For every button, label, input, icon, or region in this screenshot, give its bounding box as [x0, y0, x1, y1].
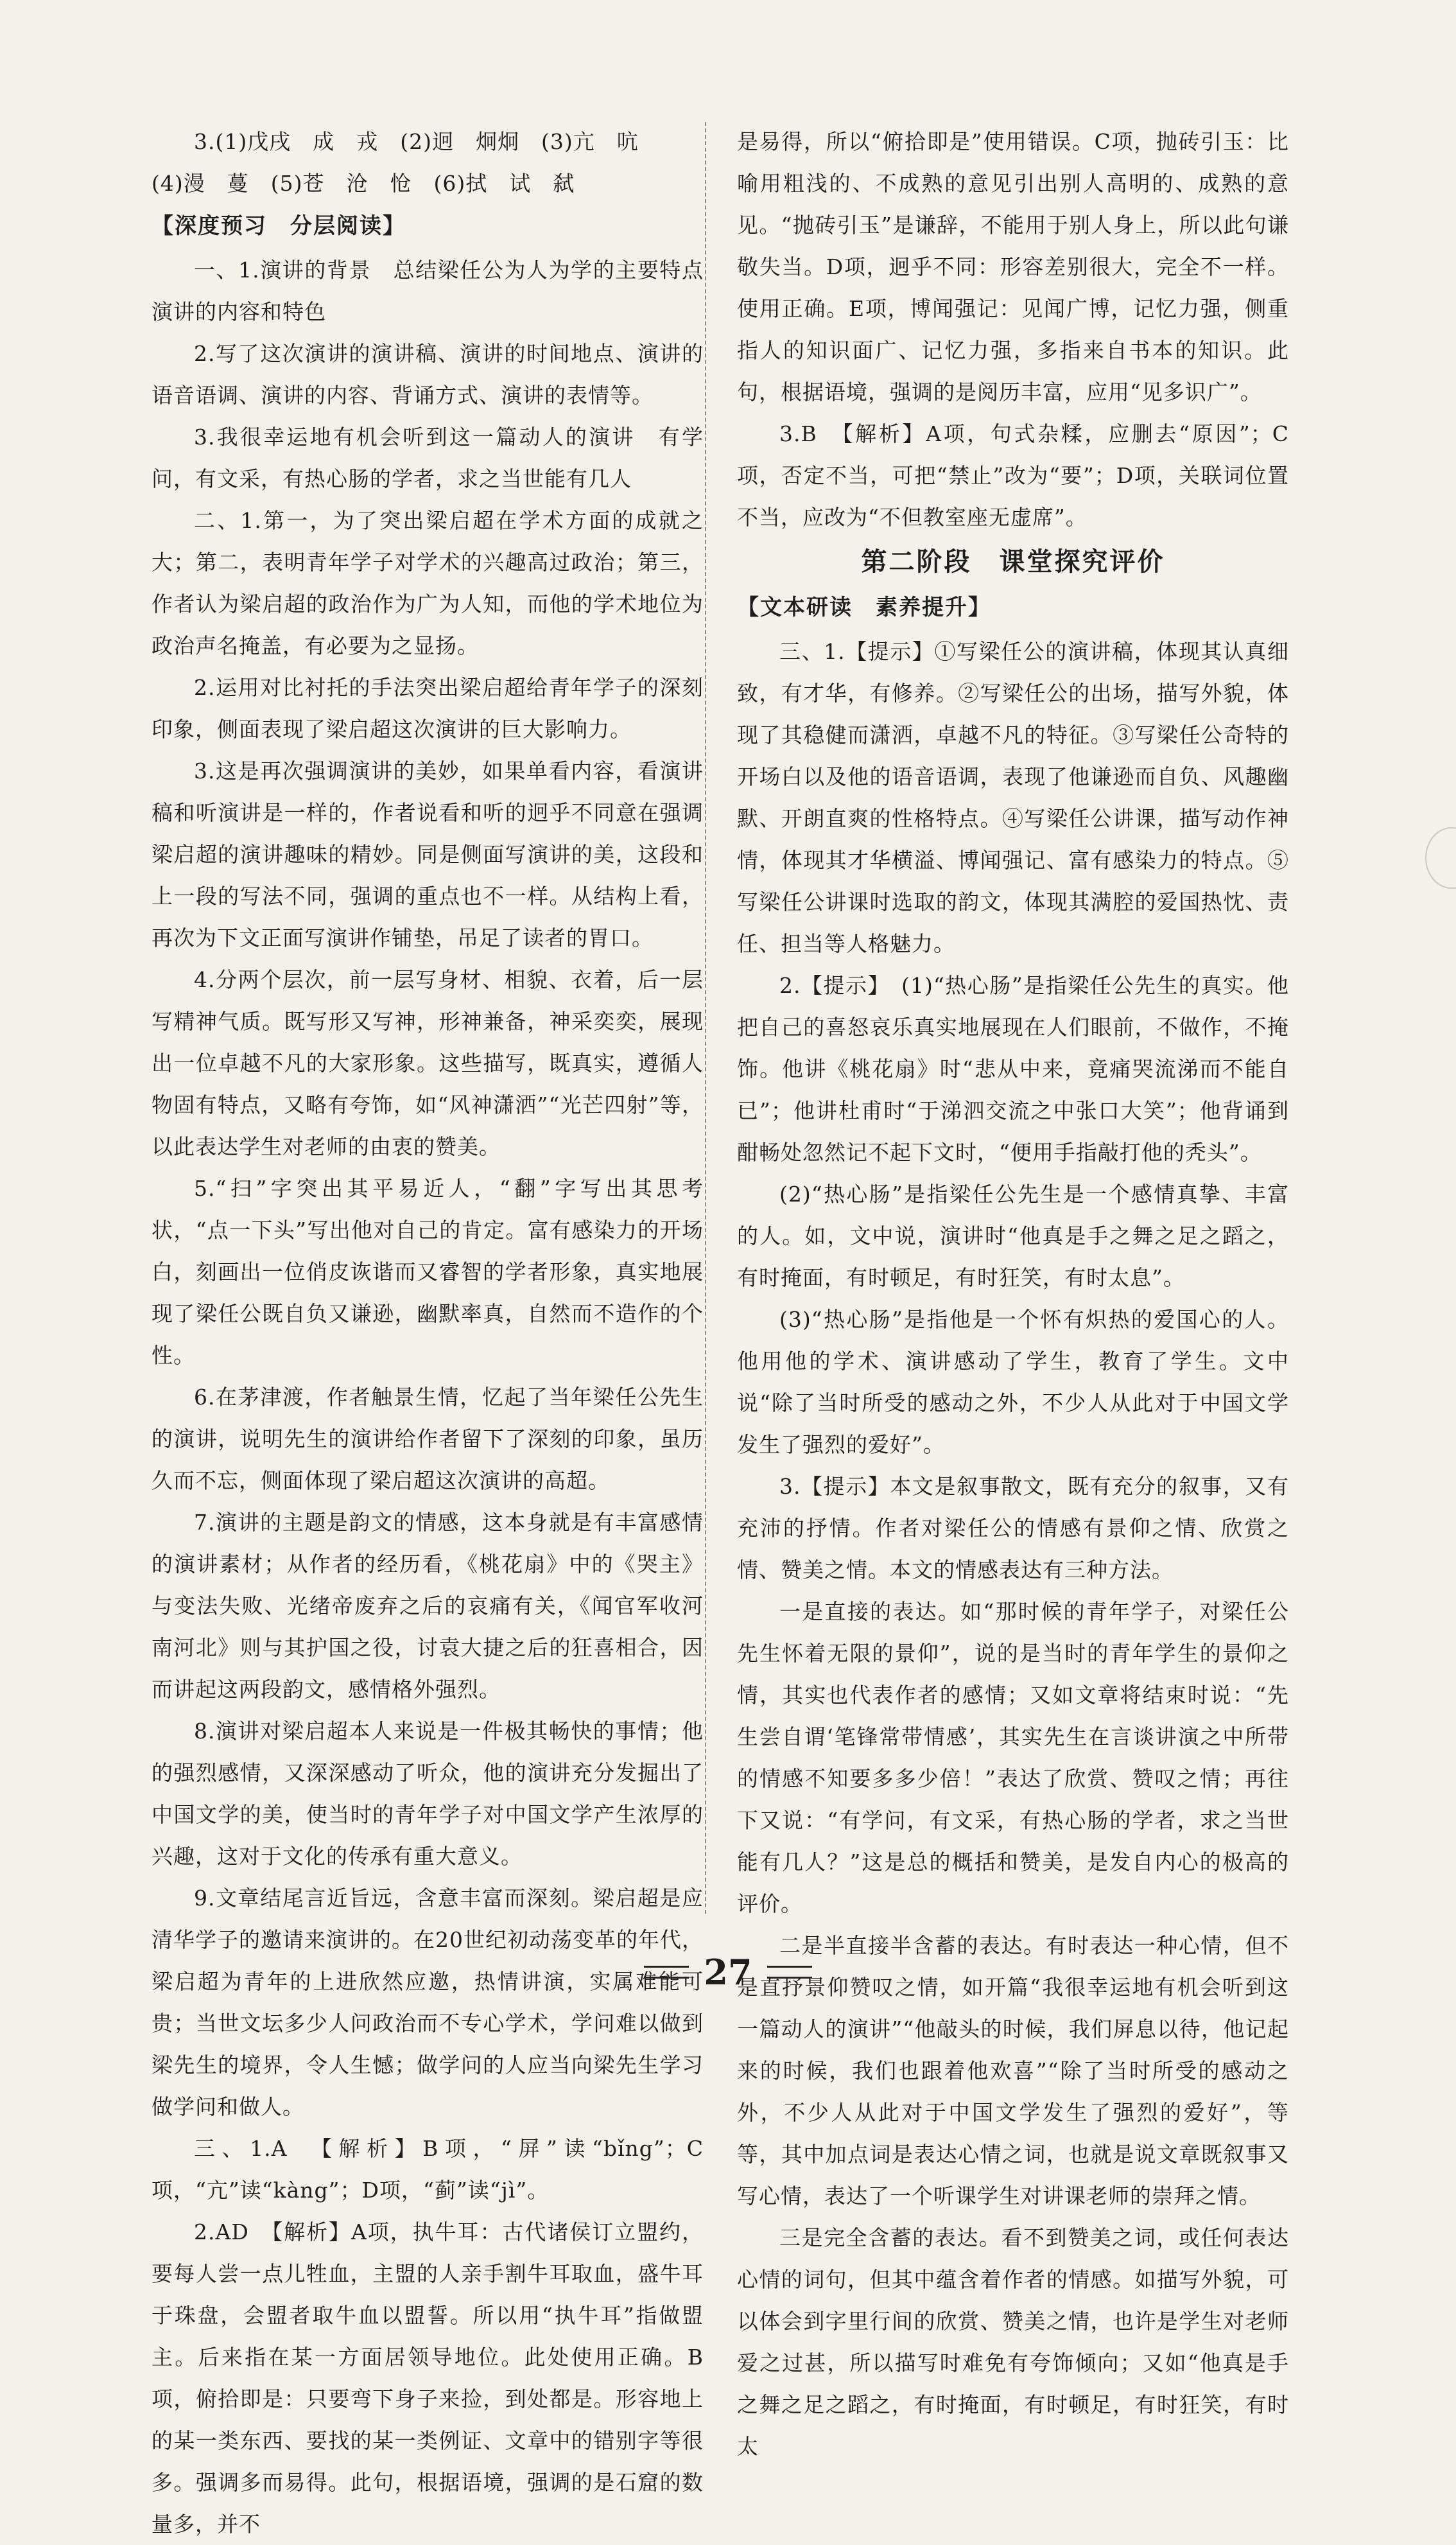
paragraph: 5.“扫”字突出其平易近人，“翻”字写出其思考状，“点一下头”写出他对自己的肯定。富有感染力的开场白，刻画出一位俏皮诙谐而又睿智的学者形象，真实地展现了梁任公既自负又谦逊，幽默率真，自然而不造作的个性。 — [152, 1176, 704, 1368]
paragraph: 7.演讲的主题是韵文的情感，这本身就是有丰富感情的演讲素材；从作者的经历看，《桃花扇》中的《哭主》与变法失败、光绪帝废弃之后的哀痛有关，《闻官军收河南河北》则与其护国之役，讨袁大捷之后的狂喜相合，因而讲起这两段韵文，感情格外强烈。 — [152, 1510, 704, 1702]
paragraph: 9.文章结尾言近旨远，含意丰富而深刻。梁启超是应清华学子的邀请来演讲的。在20世纪初动荡变革的年代，梁启超为青年的上进欣然应邀，热情讲演，实属难能可贵；当世文坛多少人问政治而不专心学术，学问难以做到梁先生的境界，令人生憾；做学问的人应当向梁先生学习做学问和做人。 — [152, 1885, 704, 2119]
paragraph: 三、1.A 【解析】B项，“屏”读“bǐng”；C项，“亢”读“kàng”；D项，“蓟”读“jì”。 — [152, 2136, 704, 2203]
paragraph: 3.这是再次强调演讲的美妙，如果单看内容，看演讲稿和听演讲是一样的，作者说看和听的迥乎不同意在强调梁启超的演讲趣味的精妙。同是侧面写演讲的美，这段和上一段的写法不同，强调的重点也不一样。从结构上看，再次为下文正面写演讲作铺垫，吊足了读者的胃口。 — [152, 758, 704, 950]
paragraph: 2.运用对比衬托的手法突出梁启超给青年学子的深刻印象，侧面表现了梁启超这次演讲的巨大影响力。 — [152, 675, 704, 742]
paragraph: 一是直接的表达。如“那时候的青年学子，对梁任公先生怀着无限的景仰”，说的是当时的青年学生的景仰之情，其实也代表作者的感情；又如文章将结束时说：“先生尝自谓‘笔锋常带情感’，其实先生在言谈讲演之中所带的情感不知要多多少倍！”表达了欣赏、赞叹之情；再往下又说：“有学问，有文采，有热心肠的学者，求之当世能有几人？”这是总的概括和赞美，是发自内心的极高的评价。 — [737, 1599, 1289, 1916]
paragraph: 是易得，所以“俯拾即是”使用错误。C项，抛砖引玉：比喻用粗浅的、不成熟的意见引出别人高明的、成熟的意见。“抛砖引玉”是谦辞，不能用于别人身上，所以此句谦敬失当。D项，迥乎不同：形容差别很大，完全不一样。使用正确。E项，博闻强记：见闻广博，记忆力强，侧重指人的知识面广、记忆力强，多指来自书本的知识。此句，根据语境，强调的是阅历丰富，应用“见多识广”。 — [737, 129, 1289, 405]
paragraph: (4)漫 蔓 (5)苍 沧 怆 (6)拭 试 弑 — [152, 171, 575, 196]
section-header: 【文本研读 素养提升】 — [737, 595, 991, 620]
page-stamp-mark — [1425, 827, 1456, 889]
paragraph: 3.(1)戊戌 成 戎 (2)迥 炯炯 (3)亢 吭 — [194, 129, 639, 154]
paragraph: 2.写了这次演讲的演讲稿、演讲的时间地点、演讲的语音语调、演讲的内容、背诵方式、演讲的表情等。 — [152, 341, 704, 408]
paragraph: 2.【提示】 (1)“热心肠”是指梁任公先生的真实。他把自己的喜怒哀乐真实地展现在人们眼前，不做作，不掩饰。他讲《桃花扇》时“悲从中来，竟痛哭流涕而不能自已”；他讲杜甫时“于涕泗交流之中张口大笑”；他背诵到酣畅处忽然记不起下文时，“便用手指敲打他的秃头”。 — [737, 973, 1289, 1165]
footer-rule-left — [644, 1966, 689, 1979]
paragraph: 2.AD 【解析】A项，执牛耳：古代诸侯订立盟约，要每人尝一点儿牲血，主盟的人亲手割牛耳取血，盛牛耳于珠盘，会盟者取牛血以盟誓。所以用“执牛耳”指做盟主。后来指在某一方面居领导地位。此处使用正确。B项，俯拾即是：只要弯下身子来捡，到处都是。形容地上的某一类东西、要找的某一类例证、文章中的错别字等很多。强调多而易得。此句，根据语境，强调的是石窟的数量多，并不 — [152, 2219, 704, 2537]
paragraph: 一、1.演讲的背景 总结梁任公为人为学的主要特点 演讲的内容和特色 — [152, 258, 725, 324]
footer-rule-right — [767, 1966, 812, 1979]
section-header: 【深度预习 分层阅读】 — [152, 213, 406, 239]
column-divider — [705, 122, 706, 1914]
paragraph: 4.分两个层次，前一层写身材、相貌、衣着，后一层写精神气质。既写形又写神，形神兼备，神采奕奕，展现出一位卓越不凡的大家形象。这些描写，既真实，遵循人物固有特点，又略有夸饰，如“风神潇洒”“光芒四射”等，以此表达学生对老师的由衷的赞美。 — [152, 967, 704, 1159]
paragraph: 3.B 【解析】A项，句式杂糅，应删去“原因”；C项，否定不当，可把“禁止”改为“要”；D项，关联词位置不当，应改为“不但教室座无虚席”。 — [737, 421, 1289, 530]
paragraph: 三、1.【提示】①写梁任公的演讲稿，体现其认真细致，有才华，有修养。②写梁任公的出场，描写外貌，体现了其稳健而潇洒，卓越不凡的特征。③写梁任公奇特的开场白以及他的语音语调，表现了他谦逊而自负、风趣幽默、开朗直爽的性格特点。④写梁任公讲课，描写动作神情，体现其才华横溢、博闻强记、富有感染力的特点。⑤写梁任公讲课时选取的韵文，体现其满腔的爱国热忱、责任、担当等人格魅力。 — [737, 639, 1289, 956]
page-footer — [0, 1950, 1456, 1995]
page-number: 27 — [704, 1952, 752, 1993]
paragraph: 3.我很幸运地有机会听到这一篇动人的演讲 有学问，有文采，有热心肠的学者，求之当世能有几人 — [152, 424, 704, 491]
paragraph: 3.【提示】本文是叙事散文，既有充分的叙事，又有充沛的抒情。作者对梁任公的情感有景仰之情、欣赏之情、赞美之情。本文的情感表达有三种方法。 — [737, 1474, 1289, 1582]
paragraph: 二是半直接半含蓄的表达。有时表达一种心情，但不是直抒景仰赞叹之情，如开篇“我很幸运地有机会听到这一篇动人的演讲”“他敲头的时候，我们屏息以待，他记起来的时候，我们也跟着他欢喜”“除了当时所受的感动之外，不少人从此对于中国文学发生了强烈的爱好”，等等，其中加点词是表达心情之词，也就是说文章既叙事又写心情，表达了一个听课学生对讲课老师的崇拜之情。 — [737, 1933, 1289, 2208]
paragraph: 8.演讲对梁启超本人来说是一件极其畅快的事情；他的强烈感情，又深深感动了听众，他的演讲充分发掘出了中国文学的美，使当时的青年学子对中国文学产生浓厚的兴趣，这对于文化的传承有重大意义。 — [152, 1719, 704, 1869]
stage-title: 第二阶段 课堂探究评价 — [861, 547, 1165, 577]
paragraph: (3)“热心肠”是指他是一个怀有炽热的爱国心的人。他用他的学术、演讲感动了学生，教育了学生。文中说“除了当时所受的感动之外，不少人从此对于中国文学发生了强烈的爱好”。 — [737, 1307, 1289, 1457]
paragraph: 6.在茅津渡，作者触景生情，忆起了当年梁任公先生的演讲，说明先生的演讲给作者留下了深刻的印象，虽历久而不忘，侧面体现了梁启超这次演讲的高超。 — [152, 1385, 704, 1493]
left-column — [152, 121, 725, 2545]
paragraph: 二、1.第一，为了突出梁启超在学术方面的成就之大；第二，表明青年学子对学术的兴趣高过政治；第三，作者认为梁启超的政治作为广为人知，而他的学术地位为政治声名掩盖，有必要为之显扬。 — [152, 508, 704, 658]
paragraph: (2)“热心肠”是指梁任公先生是一个感情真挚、丰富的人。如，文中说，演讲时“他真是手之舞之足之蹈之，有时掩面，有时顿足，有时狂笑，有时太息”。 — [737, 1182, 1289, 1290]
paragraph: 三是完全含蓄的表达。看不到赞美之词，或任何表达心情的词句，但其中蕴含着作者的情感。如描写外貌，可以体会到字里行间的欣赏、赞美之情，也许是学生对老师爱之过甚，所以描写时难免有夸饰倾向；又如“他真是手之舞之足之蹈之，有时掩面，有时顿足，有时狂笑，有时太 — [737, 2225, 1289, 2459]
right-column — [737, 121, 1289, 2467]
